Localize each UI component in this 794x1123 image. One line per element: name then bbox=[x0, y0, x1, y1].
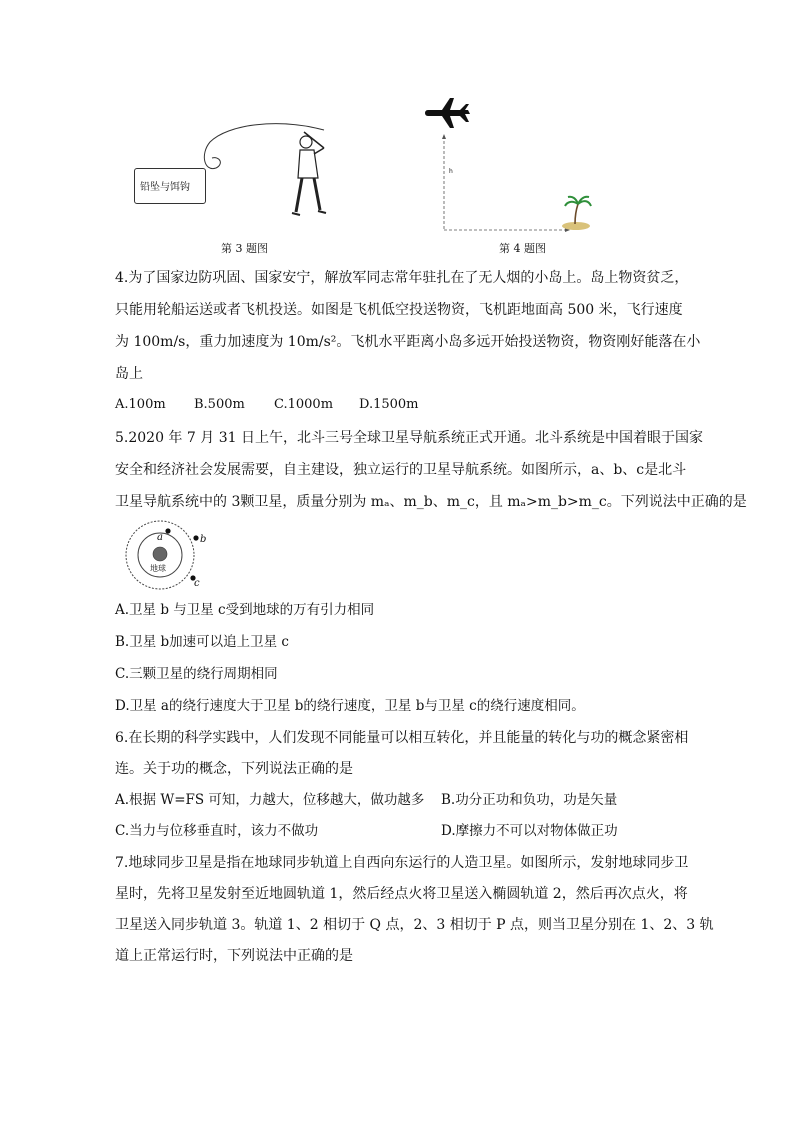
q5-line-2: 安全和经济社会发展需要，自主建设，独立运行的卫星导航系统。如图所示，a、b、c是北斗 bbox=[115, 462, 687, 478]
q6-option-b: B.功分正功和负功，功是矢量 bbox=[441, 792, 618, 808]
q4-option-c: C.1000m bbox=[274, 397, 334, 412]
q4-option-b: B.500m bbox=[194, 397, 245, 412]
orbit-label-c: c bbox=[194, 578, 200, 589]
q4-line-2: 只能用轮船运送或者飞机投送。如图是飞机低空投送物资，飞机距地面高 500 米，飞行速度 bbox=[115, 302, 683, 318]
q5-option-c: C.三颗卫星的绕行周期相同 bbox=[115, 666, 278, 682]
orbit-label-earth: 地球 bbox=[150, 564, 166, 573]
q7-line-4: 道上正常运行时，下列说法中正确的是 bbox=[115, 948, 353, 964]
q7-line-1: 7.地球同步卫星是指在地球同步轨道上自西向东运行的人造卫星。如图所示，发射地球同步卫 bbox=[115, 855, 689, 871]
q5-option-a: A.卫星 b 与卫星 c受到地球的万有引力相同 bbox=[115, 602, 375, 618]
q4-option-a: A.100m bbox=[115, 397, 166, 412]
q6-option-c: C.当力与位移垂直时，该力不做功 bbox=[115, 823, 319, 839]
q4-line-4: 岛上 bbox=[115, 366, 143, 382]
figure-3-label: 铅坠与饵钩 bbox=[140, 182, 190, 193]
q5-line-3: 卫星导航系统中的 3颗卫星，质量分别为 mₐ、m_b、m_c，且 mₐ>m_b>m_c。下列说法中正确的是 bbox=[115, 494, 747, 510]
figure-4-height-label: h bbox=[449, 168, 453, 175]
figure-4-caption: 第 4 题图 bbox=[499, 242, 546, 255]
figure-5-orbits bbox=[118, 518, 208, 594]
orbit-label-a: a bbox=[157, 532, 163, 543]
q6-option-a: A.根据 W=FS 可知，力越大，位移越大，做功越多 bbox=[115, 792, 425, 808]
q5-option-b: B.卫星 b加速可以追上卫星 c bbox=[115, 634, 289, 650]
q6-line-1: 6.在长期的科学实践中，人们发现不同能量可以相互转化，并且能量的转化与功的概念紧密相 bbox=[115, 730, 689, 746]
q6-option-d: D.摩擦力不可以对物体做正功 bbox=[441, 823, 618, 839]
figure-4-airdrop bbox=[420, 96, 600, 238]
q4-line-1: 4.为了国家边防巩固、国家安宁，解放军同志常年驻扎在了无人烟的小岛上。岛上物资贫乏， bbox=[115, 270, 689, 286]
figure-3-caption: 第 3 题图 bbox=[221, 242, 268, 255]
figure-3-fishing bbox=[128, 112, 343, 232]
q4-line-3: 为 100m/s，重力加速度为 10m/s²。飞机水平距离小岛多远开始投送物资，物资刚好能落在小 bbox=[115, 334, 701, 350]
island-icon bbox=[562, 197, 591, 230]
q7-line-3: 卫星送入同步轨道 3。轨道 1、2 相切于 Q 点，2、3 相切于 P 点，则当卫星分别在 1、2、3 轨 bbox=[115, 917, 714, 933]
q7-line-2: 星时，先将卫星发射至近地圆轨道 1，然后经点火将卫星送入椭圆轨道 2，然后再次点火，将 bbox=[115, 886, 688, 902]
orbit-label-b: b bbox=[200, 534, 207, 545]
q6-line-2: 连。关于功的概念，下列说法正确的是 bbox=[115, 761, 353, 777]
q5-line-1: 5.2020 年 7 月 31 日上午，北斗三号全球卫星导航系统正式开通。北斗系统是中国着眼于国家 bbox=[115, 430, 703, 446]
q5-option-d: D.卫星 a的绕行速度大于卫星 b的绕行速度，卫星 b与卫星 c的绕行速度相同。 bbox=[115, 698, 585, 714]
q4-option-d: D.1500m bbox=[359, 397, 419, 412]
plane-icon bbox=[425, 98, 470, 128]
